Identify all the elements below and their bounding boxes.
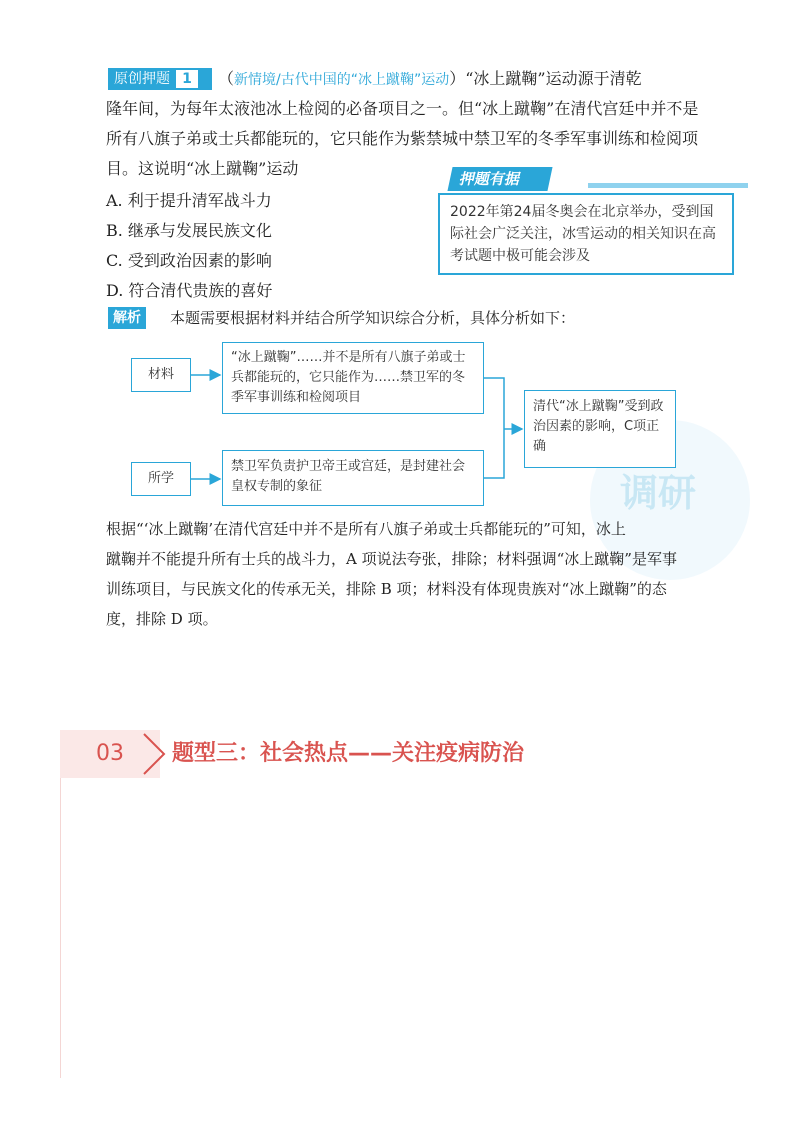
material-box: 材料 (131, 358, 191, 392)
question-tag-label: 原创押题 (114, 71, 170, 87)
section-divider-line (60, 778, 61, 1078)
option-d: D. 符合清代贵族的喜好 (106, 281, 273, 300)
conclusion-box: 清代“冰上蹴鞠”受到政治因素的影响，C项正确 (524, 390, 676, 468)
question-line-1-rest: ）“冰上蹴鞠”运动源于清乾 (449, 69, 642, 88)
chevron-right-icon (140, 730, 170, 778)
watermark-line-2: 调研 (620, 471, 697, 515)
learned-text-box: 禁卫军负责护卫帝王或宫廷，是封建社会皇权专制的象征 (222, 450, 484, 506)
question-line-4: 目。这说明“冰上蹴鞠”运动 (106, 159, 299, 178)
scenario-hint: 新情境/古代中国的“冰上蹴鞠”运动 (234, 72, 450, 88)
section-title: 题型三：社会热点——关注疫病防治 (172, 741, 525, 766)
merge-top (484, 378, 504, 429)
paren-open: （ (218, 69, 235, 88)
question-line-2: 隆年间，为每年太液池冰上检阅的必备项目之一。但“冰上蹴鞠”在清代宫廷中并不是 (106, 99, 699, 118)
question-number: 1 (176, 70, 198, 88)
sidebar-title: 押题有据 (447, 167, 552, 191)
option-c: C. 受到政治因素的影响 (106, 251, 272, 270)
material-text-box: “冰上蹴鞠”……并不是所有八旗子弟或士兵都能玩的，它只能作为……禁卫军的冬季军事训练和检阅项目 (222, 342, 484, 414)
section-number: 03 (60, 730, 160, 778)
option-b: B. 继承与发展民族文化 (106, 221, 272, 240)
analysis-label: 解析 (108, 307, 146, 329)
sidebar-text: 2022年第24届冬奥会在北京举办，受到国际社会广泛关注，冰雪运动的相关知识在高考试题中极可能会涉及 (438, 193, 734, 275)
merge-bottom (484, 429, 504, 478)
explanation-line-3: 训练项目，与民族文化的传承无关，排除 B 项；材料没有体现贵族对“冰上蹴鞠”的态 (106, 580, 667, 598)
learned-box: 所学 (131, 462, 191, 496)
explanation-line-1: 根据“‘冰上蹴鞠’在清代宫廷中并不是所有八旗子弟或士兵都能玩的”可知，冰上 (106, 520, 626, 538)
explanation-line-2: 蹴鞠并不能提升所有士兵的战斗力，A 项说法夸张，排除；材料强调“冰上蹴鞠”是军事 (106, 550, 677, 568)
explanation-line-4: 度，排除 D 项。 (106, 610, 218, 628)
analysis-intro: 本题需要根据材料并结合所学知识综合分析，具体分析如下： (170, 309, 576, 327)
option-a: A. 利于提升清军战斗力 (106, 191, 272, 210)
question-line-3: 所有八旗子弟或士兵都能玩的，它只能作为紫禁城中禁卫军的冬季军事训练和检阅项 (106, 129, 699, 148)
